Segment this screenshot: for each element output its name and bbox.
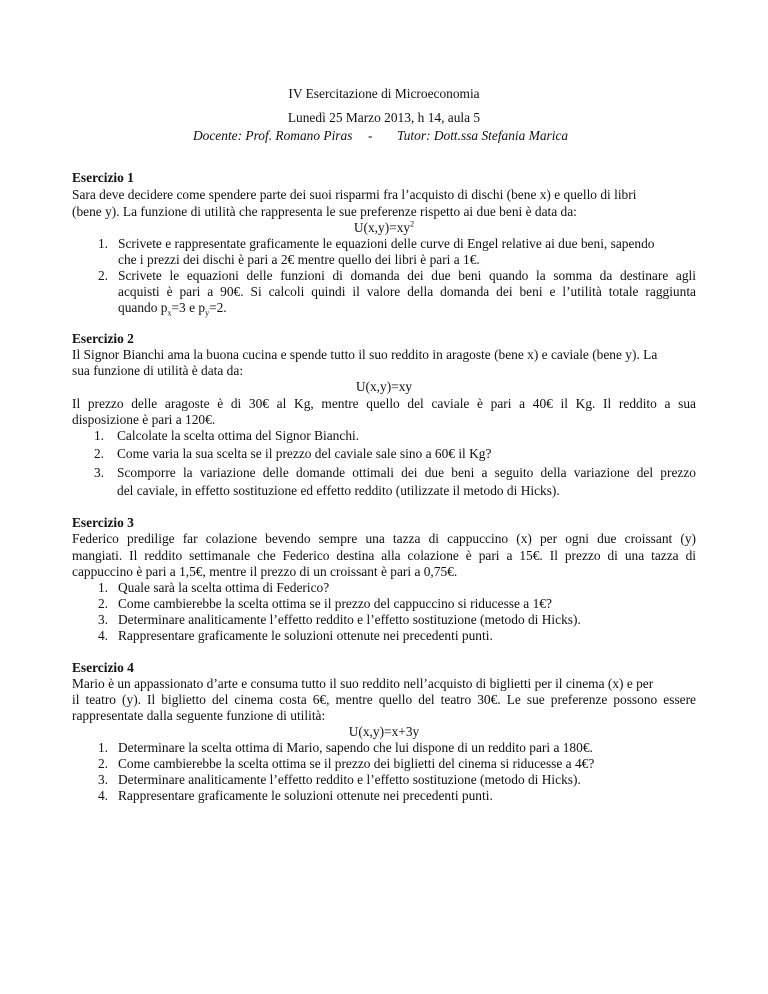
exercise-2-item-2: Come varia la sua scelta se il prezzo del caviale sale sino a 60€ il Kg?	[117, 446, 492, 461]
exercise-2-text-line-3: Il prezzo delle aragoste è di 30€ al Kg, mentre quello del caviale è pari a 40€ il Kg. Il reddito a sua	[72, 396, 696, 411]
exercise-2-item-1-number: 1.	[93, 428, 104, 443]
exercise-3-item-2-number: 2.	[97, 596, 108, 611]
exercise-2-item-1: Calcolate la scelta ottima del Signor Bianchi.	[117, 428, 360, 443]
exercise-4-text-line-2: il teatro (y). Il biglietto del cinema costa 6€, mentre quello del teatro 30€. Le sue preferenze possono essere	[72, 692, 696, 707]
exercise-2-text-line-2: sua funzione di utilità è data da:	[72, 363, 244, 378]
exercise-3-item-1: Quale sarà la scelta ottima di Federico?	[118, 580, 330, 595]
exercise-2-formula: U(x,y)=xy	[355, 379, 413, 394]
exercise-2-text-line-4: disposizione è pari a 120€.	[72, 412, 216, 427]
docente-text: Docente: Prof. Romano Piras	[193, 128, 353, 143]
exercise-3-title: Esercizio 3	[72, 515, 134, 530]
exercise-4-item-1: Determinare la scelta ottima di Mario, sapendo che lui dispone di un reddito pari a 180€.	[118, 740, 593, 755]
exercise-4-item-4: Rappresentare graficamente le soluzioni ottenute nei precedenti punti.	[118, 788, 493, 803]
exercise-4-item-3-number: 3.	[97, 772, 108, 787]
exercise-3-item-1-number: 1.	[97, 580, 108, 595]
exercise-4-item-3: Determinare analiticamente l’effetto reddito e l’effetto sostituzione (metodo di Hicks).	[118, 772, 581, 787]
exercise-1-item-2-line-2: acquisti è pari a 90€. Si calcoli quindi il valore della domanda dei beni e l’utilità totale raggiunta	[118, 284, 696, 299]
exercise-1-item-2-number: 2.	[97, 268, 108, 283]
exercise-1-formula: $U(x,y)=xy^2$	[353, 219, 415, 235]
exercise-2-item-3-line-1: Scomporre la variazione delle domande ottimali dei due beni a seguito della variazione del prezzo	[117, 465, 696, 480]
exercise-2-item-2-number: 2.	[93, 446, 104, 461]
exercise-4-formula: U(x,y)=x+3y	[348, 724, 420, 739]
tutor-text: Tutor: Dott.ssa Stefania Marica	[397, 128, 569, 143]
exercise-4-text-line-3: rappresentate dalla seguente funzione di utilità:	[72, 708, 326, 723]
exercise-3-item-3-number: 3.	[97, 612, 108, 627]
exercise-4-item-2: Come cambierebbe la scelta ottima se il prezzo dei biglietti del cinema si riducesse a 4€?	[118, 756, 595, 771]
exercise-2-item-3-line-2: del caviale, in effetto sostituzione ed effetto reddito (utilizzate il metodo di Hicks).	[117, 483, 560, 498]
exercise-4-item-2-number: 2.	[97, 756, 108, 771]
exercise-4-text-line-1: Mario è un appassionato d’arte e consuma tutto il suo reddito nell’acquisto di biglietti per il cinema (x) e per	[72, 676, 654, 691]
exercise-1-item-2-line-3: quando $p_x=3$ e $p_y=2$.	[118, 300, 227, 318]
exercise-3-text-line-2: mangiati. Il reddito settimanale che Federico destina alla colazione è pari a 15€. Il prezzo di una tazza di	[72, 548, 696, 563]
exercise-3-item-4-number: 4.	[97, 628, 108, 643]
separator-text: -	[368, 128, 373, 143]
exercise-1-text-line-2: (bene y). La funzione di utilità che rappresenta le sue preferenze rispetto ai due beni è data da:	[72, 204, 577, 219]
exercise-1-item-2-line-1: Scrivete le equazioni delle funzioni di domanda dei due beni quando la somma da destinare agli	[118, 268, 696, 283]
exercise-4-item-4-number: 4.	[97, 788, 108, 803]
exercise-3-item-4: Rappresentare graficamente le soluzioni ottenute nei precedenti punti.	[118, 628, 493, 643]
exercise-1-text-line-1: Sara deve decidere come spendere parte dei suoi risparmi fra l’acquisto di dischi (bene x) e quello di libri	[72, 187, 637, 202]
document-title: IV Esercitazione di Microeconomia	[288, 86, 480, 101]
exercise-2-item-3-number: 3.	[93, 465, 104, 480]
document-date: Lunedì 25 Marzo 2013, h 14, aula 5	[287, 110, 481, 125]
exercise-1-title: Esercizio 1	[72, 170, 134, 185]
exercise-3-item-3: Determinare analiticamente l’effetto reddito e l’effetto sostituzione (metodo di Hicks).	[118, 612, 581, 627]
exercise-1-item-1-number: 1.	[97, 236, 108, 251]
exercise-1-item-1-line-2: che i prezzi dei dischi è pari a 2€ mentre quello dei libri è pari a 1€.	[118, 252, 480, 267]
exercise-1-item-1-line-1: Scrivete e rappresentate graficamente le equazioni delle curve di Engel relative ai due beni, sapendo	[118, 236, 655, 251]
exercise-3-text-line-3: cappuccino è pari a 1,5€, mentre il prezzo di un croissant è pari a 0,75€.	[72, 564, 458, 579]
exercise-2-text-line-1: Il Signor Bianchi ama la buona cucina e spende tutto il suo reddito in aragoste (bene x) e caviale (bene y). La	[72, 347, 658, 362]
exercise-2-title: Esercizio 2	[72, 331, 134, 346]
exercise-4-title: Esercizio 4	[72, 660, 134, 675]
exercise-3-text-line-1: Federico predilige far colazione bevendo sempre una tazza di cappuccino (x) per ogni due croissant (y)	[72, 531, 696, 546]
exercise-4-item-1-number: 1.	[97, 740, 108, 755]
exercise-3-item-2: Come cambierebbe la scelta ottima se il prezzo del cappuccino si riducesse a 1€?	[118, 596, 552, 611]
